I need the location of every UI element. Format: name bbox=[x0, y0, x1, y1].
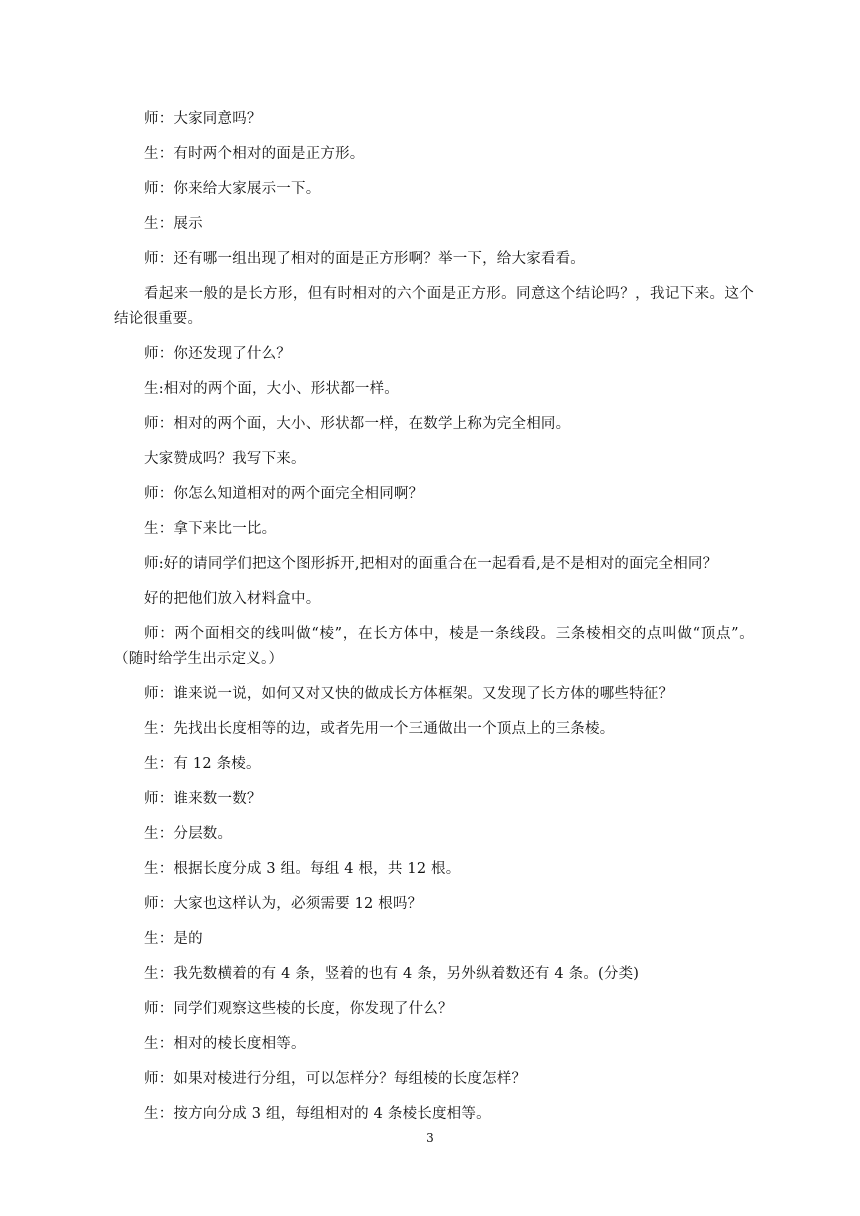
paragraph: 生：是的 bbox=[144, 931, 203, 947]
paragraph: 师：大家也这样认为，必须需要 12 根吗？ bbox=[144, 896, 423, 912]
paragraph: 看起来一般的是长方形，但有时相对的六个面是正方形。同意这个结论吗？，我记下来。这个结论很重要。 bbox=[114, 286, 754, 327]
paragraph: 生：展示 bbox=[144, 216, 203, 232]
paragraph: 师：如果对棱进行分组，可以怎样分？每组棱的长度怎样？ bbox=[144, 1071, 527, 1087]
paragraph: 师：你来给大家展示一下。 bbox=[144, 181, 321, 197]
document-body bbox=[114, 107, 754, 1137]
paragraph: 生：按方向分成 3 组，每组相对的 4 条棱长度相等。 bbox=[144, 1106, 491, 1122]
paragraph: 生：相对的棱长度相等。 bbox=[144, 1036, 306, 1052]
paragraph: 师：相对的两个面，大小、形状都一样，在数学上称为完全相同。 bbox=[144, 416, 571, 432]
paragraph: 生：根据长度分成 3 组。每组 4 根，共 12 根。 bbox=[144, 861, 461, 877]
paragraph: 师：两个面相交的线叫做“棱”，在长方体中，棱是一条线段。三条棱相交的点叫做“顶点”。（随时给学生出示定义。） bbox=[114, 626, 754, 667]
paragraph: 师：你怎么知道相对的两个面完全相同啊？ bbox=[144, 486, 424, 502]
paragraph: 好的把他们放入材料盒中。 bbox=[144, 591, 321, 607]
paragraph: 师：谁来说一说，如何又对又快的做成长方体框架。又发现了长方体的哪些特征？ bbox=[144, 686, 674, 702]
paragraph: 生：有时两个相对的面是正方形。 bbox=[144, 146, 365, 162]
paragraph: 师：谁来数一数？ bbox=[144, 791, 262, 807]
paragraph: 生：有 12 条棱。 bbox=[144, 756, 261, 772]
paragraph: 生：分层数。 bbox=[144, 826, 233, 842]
paragraph: 生：我先数横着的有 4 条，竖着的也有 4 条，另外纵着数还有 4 条。(分类) bbox=[144, 966, 640, 982]
paragraph: 师：同学们观察这些棱的长度，你发现了什么？ bbox=[144, 1001, 453, 1017]
paragraph: 生：拿下来比一比。 bbox=[144, 521, 277, 537]
paragraph: 师:好的请同学们把这个图形拆开,把相对的面重合在一起看看,是不是相对的面完全相同？ bbox=[144, 556, 718, 572]
paragraph: 大家赞成吗？我写下来。 bbox=[144, 451, 306, 467]
page-number: 3 bbox=[426, 1131, 434, 1145]
paragraph: 生：先找出长度相等的边，或者先用一个三通做出一个顶点上的三条棱。 bbox=[144, 721, 615, 737]
paragraph: 师：你还发现了什么？ bbox=[144, 346, 291, 362]
paragraph: 师：大家同意吗？ bbox=[144, 111, 262, 127]
paragraph: 生:相对的两个面，大小、形状都一样。 bbox=[144, 381, 399, 397]
paragraph: 师：还有哪一组出现了相对的面是正方形啊？举一下，给大家看看。 bbox=[144, 251, 585, 267]
